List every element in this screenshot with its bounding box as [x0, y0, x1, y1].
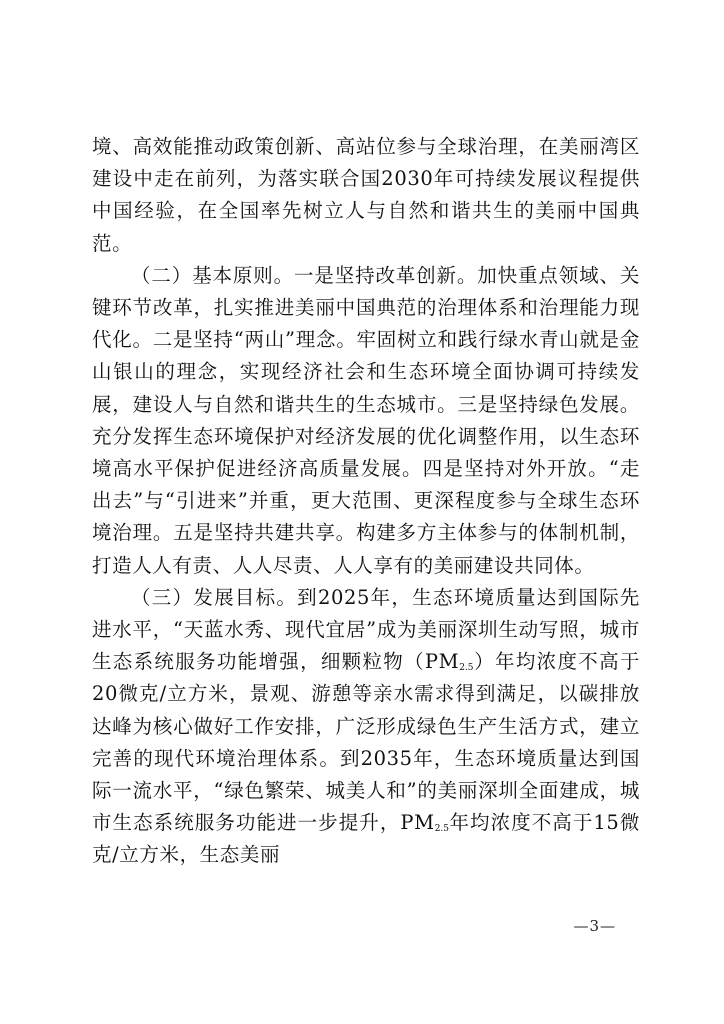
paragraph-text: （三）发展目标。到2025年，生态环境质量达到国际先进水平，“天蓝水秀、现代宜居”成为美丽深圳生动写照，城市生态系统服务功能增强，细颗粒物（PM	[92, 585, 640, 674]
paragraph	[92, 260, 640, 582]
paragraph-text: （二）基本原则。一是坚持改革创新。加快重点领域、关键环节改革，扎实推进美丽中国典范的治理体系和治理能力现代化。二是坚持“两山”理念。牢固树立和践行绿水青山就是金山银山的理念，实现经济社会和生态环境全面协调可持续发展，建设人与自然和谐共生的生态城市。三是坚持绿色发展。充分发挥生态环境保护对经济发展的优化调整作用，以生态环境高水平保护促进经济高质量发展。四是坚持对外开放。“走出去”与“引进来”并重，更大范围、更深程度参与全球生态环境治理。五是坚持共建共享。构建多方主体参与的体制机制，打造人人有责、人人尽责、人人享有的美丽建设共同体。	[92, 263, 640, 577]
subscript-text: 2.5	[434, 824, 450, 835]
page-number: —3—	[573, 917, 616, 935]
paragraph-text: ）年均浓度不高于20微克/立方米，景观、游憩等亲水需求得到满足，以碳排放达峰为核心做好工作安排，广泛形成绿色生产生活方式，建立完善的现代环境治理体系。到2035年，生态环境质量达到国际一流水平，“绿色繁荣、城美人和”的美丽深圳全面建成，城市生态系统服务功能进一步提升，PM	[92, 650, 640, 835]
paragraph	[92, 131, 640, 260]
paragraph	[92, 582, 640, 872]
paragraph-text: 境、高效能推动政策创新、高站位参与全球治理，在美丽湾区建设中走在前列，为落实联合国2030年可持续发展议程提供中国经验，在全国率先树立人与自然和谐共生的美丽中国典范。	[92, 135, 640, 255]
document-body	[92, 131, 640, 872]
paragraph-text: 年均浓度不高于15微克/立方米，生态美丽	[92, 811, 640, 867]
subscript-text: 2.5	[459, 663, 474, 674]
